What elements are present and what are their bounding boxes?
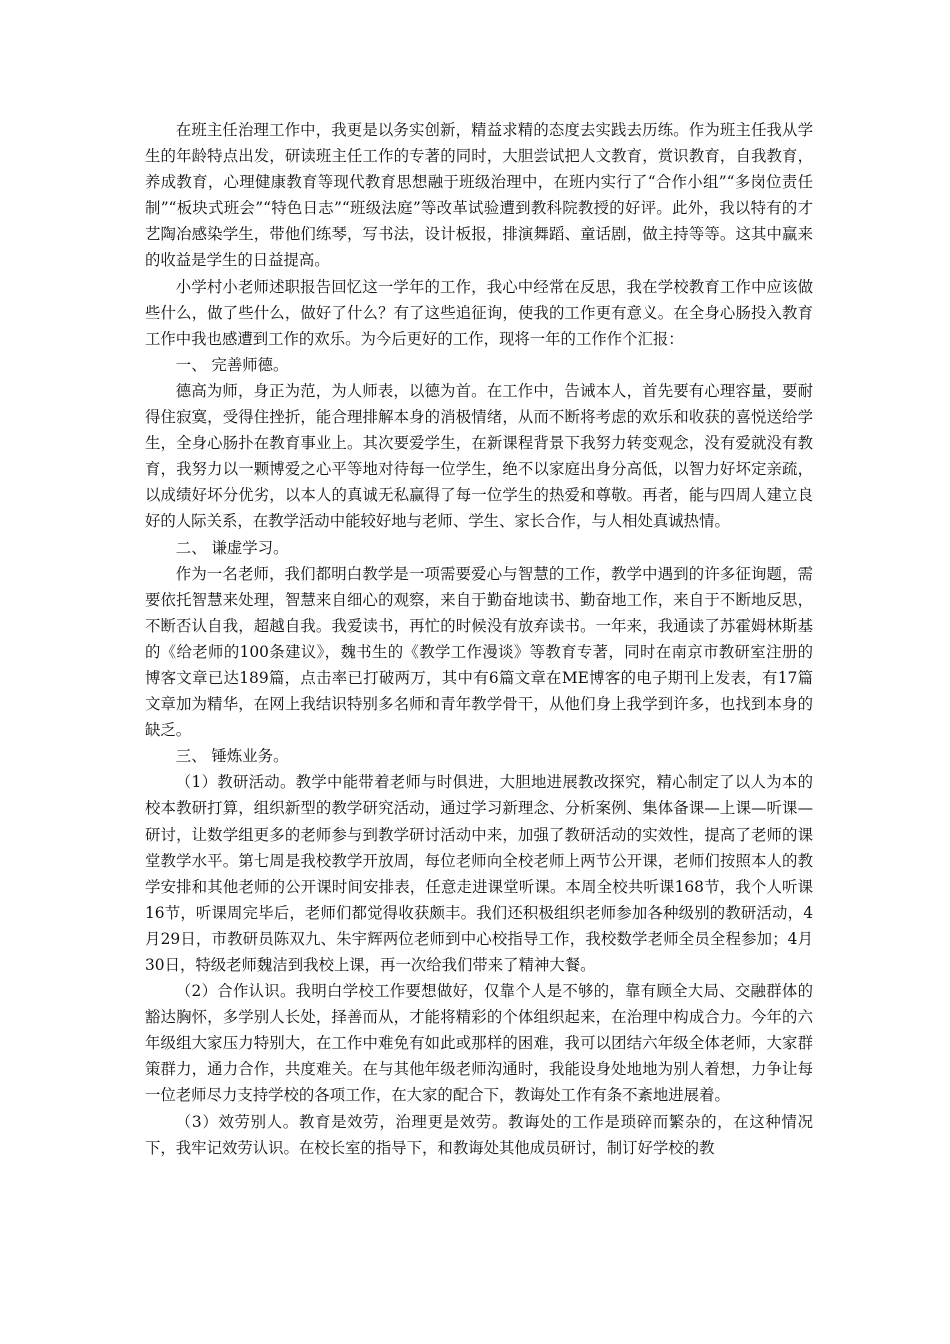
paragraph-ethics: 德高为师，身正为范，为人师表，以德为首。在工作中，告诫本人，首先要有心理容量，要耐得住寂寞，受得住挫折，能合理排解本身的消极情绪，从而不断将考虑的欢乐和收获的喜悦送给学生，全身心肠扑在教育事业上。其次要爱学生，在新课程背景下我努力转变观念，没有爱就没有教育，我努力以一颗博爱之心平等地对待每一位学生，绝不以家庭出身分高低，以智力好坏定亲疏，以成绩好坏分优劣，以本人的真诚无私赢得了每一位学生的热爱和尊敬。再者，能与四周人建立良好的人际关系，在教学活动中能较好地与老师、学生、家长合作，与人相处真诚热情。 <box>145 381 813 531</box>
section-heading-learning: 二、 谦虚学习。 <box>175 538 289 557</box>
section-heading-ethics: 一、 完善师德。 <box>175 355 289 374</box>
paragraph-cooperation: （2）合作认识。我明白学校工作要想做好，仅靠个人是不够的，靠有顾全大局、交融群体的豁达胸怀，多学别人长处，择善而从，才能将精彩的个体组织起来，在治理中构成合力。今年的六年级组大家压力特别大，在工作中难免有如此或那样的困难，我可以团结六年级全体老师，大家群策群力，通力合作，共度难关。在与其他年级老师沟通时，我能设身处地地为别人着想，力争让每一位老师尽力支持学校的各项工作，在大家的配合下，教诲处工作有条不紊地进展着。 <box>145 982 813 1105</box>
paragraph-service: （3）效劳别人。教育是效劳，治理更是效劳。教诲处的工作是琐碎而繁杂的，在这种情况下，我牢记效劳认识。在校长室的指导下，和教诲处其他成员研讨，制订好学校的教 <box>145 1112 813 1157</box>
document-body <box>145 117 813 1161</box>
paragraph-class-management: 在班主任治理工作中，我更是以务实创新，精益求精的态度去实践去历练。作为班主任我从学生的年龄特点出发，研读班主任工作的专著的同时，大胆尝试把人文教育，赏识教育，自我教育，养成教育，心理健康教育等现代教育思想融于班级治理中，在班内实行了“合作小组”“多岗位责任制”“板块式班会”“特色日志”“班级法庭”等改革试验遭到教科院教授的好评。此外，我以特有的才艺陶冶感染学生，带他们练琴，写书法，设计板报，排演舞蹈、童话剧，做主持等等。这其中赢来的收益是学生的日益提高。 <box>145 121 813 270</box>
paragraph-report-intro: 小学村小老师述职报告回忆这一学年的工作，我心中经常在反思，我在学校教育工作中应该做些什么，做了些什么，做好了什么？有了这些追征询，使我的工作更有意义。在全身心肠投入教育工作中我也感遭到工作的欢乐。为今后更好的工作，现将一年的工作作个汇报： <box>145 277 813 348</box>
paragraph-learning: 作为一名老师，我们都明白教学是一项需要爱心与智慧的工作，教学中遇到的许多征询题，需要依托智慧来处理，智慧来自细心的观察，来自于勤奋地读书、勤奋地工作，来自于不断地反思，不断否认自我，超越自我。我爱读书，再忙的时候没有放弃读书。一年来，我通读了苏霍姆林斯基的《给老师的100条建议》，魏书生的《教学工作漫谈》等教育专著，同时在南京市教研室注册的博客文章已达189篇，点击率已打破两万，其中有6篇文章在ME博客的电子期刊上发表，有17篇文章加为精华，在网上我结识特别多名师和青年教学骨干，从他们身上我学到许多，也找到本身的缺乏。 <box>145 564 813 740</box>
paragraph-teaching-research: （1）教研活动。教学中能带着老师与时俱进，大胆地进展教改探究，精心制定了以人为本的校本教研打算，组织新型的教学研究活动，通过学习新理念、分析案例、集体备课—上课—听课—研讨，让数学组更多的老师参与到教学研讨活动中来，加强了教研活动的实效性，提高了老师的课堂教学水平。第七周是我校教学开放周，每位老师向全校老师上两节公开课，老师们按照本人的教学安排和其他老师的公开课时间安排表，任意走进课堂听课。本周全校共听课168节，我个人听课16节，听课周完毕后，老师们都觉得收获颇丰。我们还积极组织老师参加各种级别的教研活动，4月29日，市教研员陈双九、朱宇辉两位老师到中心校指导工作，我校数学老师全员全程参加；4月30日，特级老师魏洁到我校上课，再一次给我们带来了精神大餐。 <box>145 773 813 974</box>
section-heading-business: 三、 锤炼业务。 <box>175 747 289 766</box>
